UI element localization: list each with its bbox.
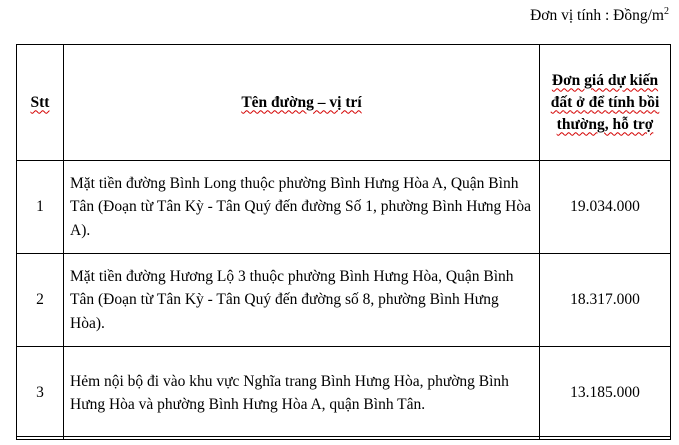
row-price: 19.034.000 <box>540 161 671 254</box>
row-road-location: Mặt tiền đường Bình Long thuộc phường Bình Hưng Hòa A, Quận Bình Tân (Đoạn từ Tân Kỳ - Tân Quý đến đường Số 1, phường Bình Hưng Hòa A). <box>64 161 540 254</box>
table-header <box>17 45 671 161</box>
unit-superscript: 2 <box>664 6 669 17</box>
row-stt: 3 <box>17 347 64 440</box>
header-stt-label: Stt <box>30 93 50 111</box>
header-road-location-label: Tên đường – vị trí <box>241 93 362 111</box>
row-stt: 1 <box>17 161 64 254</box>
row-road-location: Mặt tiền đường Hương Lộ 3 thuộc phường Bình Hưng Hòa, Quận Bình Tân (Đoạn từ Tân Kỳ - Tân Quý đến đường số 8, phường Bình Hưng Hòa). <box>64 254 540 347</box>
table-body <box>17 161 671 440</box>
land-price-table <box>16 44 671 440</box>
row-price: 13.185.000 <box>540 347 671 440</box>
header-price-label: Đơn giá dự kiến đất ở để tính bồi thường, hỗ trợ <box>550 71 660 133</box>
table-row <box>17 254 671 347</box>
table-row <box>17 347 671 440</box>
table-row <box>17 161 671 254</box>
unit-of-measure <box>530 6 669 26</box>
row-road-location: Hẻm nội bộ đi vào khu vực Nghĩa trang Bình Hưng Hòa, phường Bình Hưng Hòa và phường Bình Hưng Hòa A, quận Bình Tân. <box>64 347 540 440</box>
header-road-location <box>64 45 540 161</box>
unit-label: Đơn vị tính : Đồng/m <box>530 7 664 24</box>
bottom-divider <box>16 436 670 437</box>
header-stt <box>17 45 64 161</box>
header-row <box>17 45 671 161</box>
row-stt: 2 <box>17 254 64 347</box>
header-price <box>540 45 671 161</box>
row-price: 18.317.000 <box>540 254 671 347</box>
